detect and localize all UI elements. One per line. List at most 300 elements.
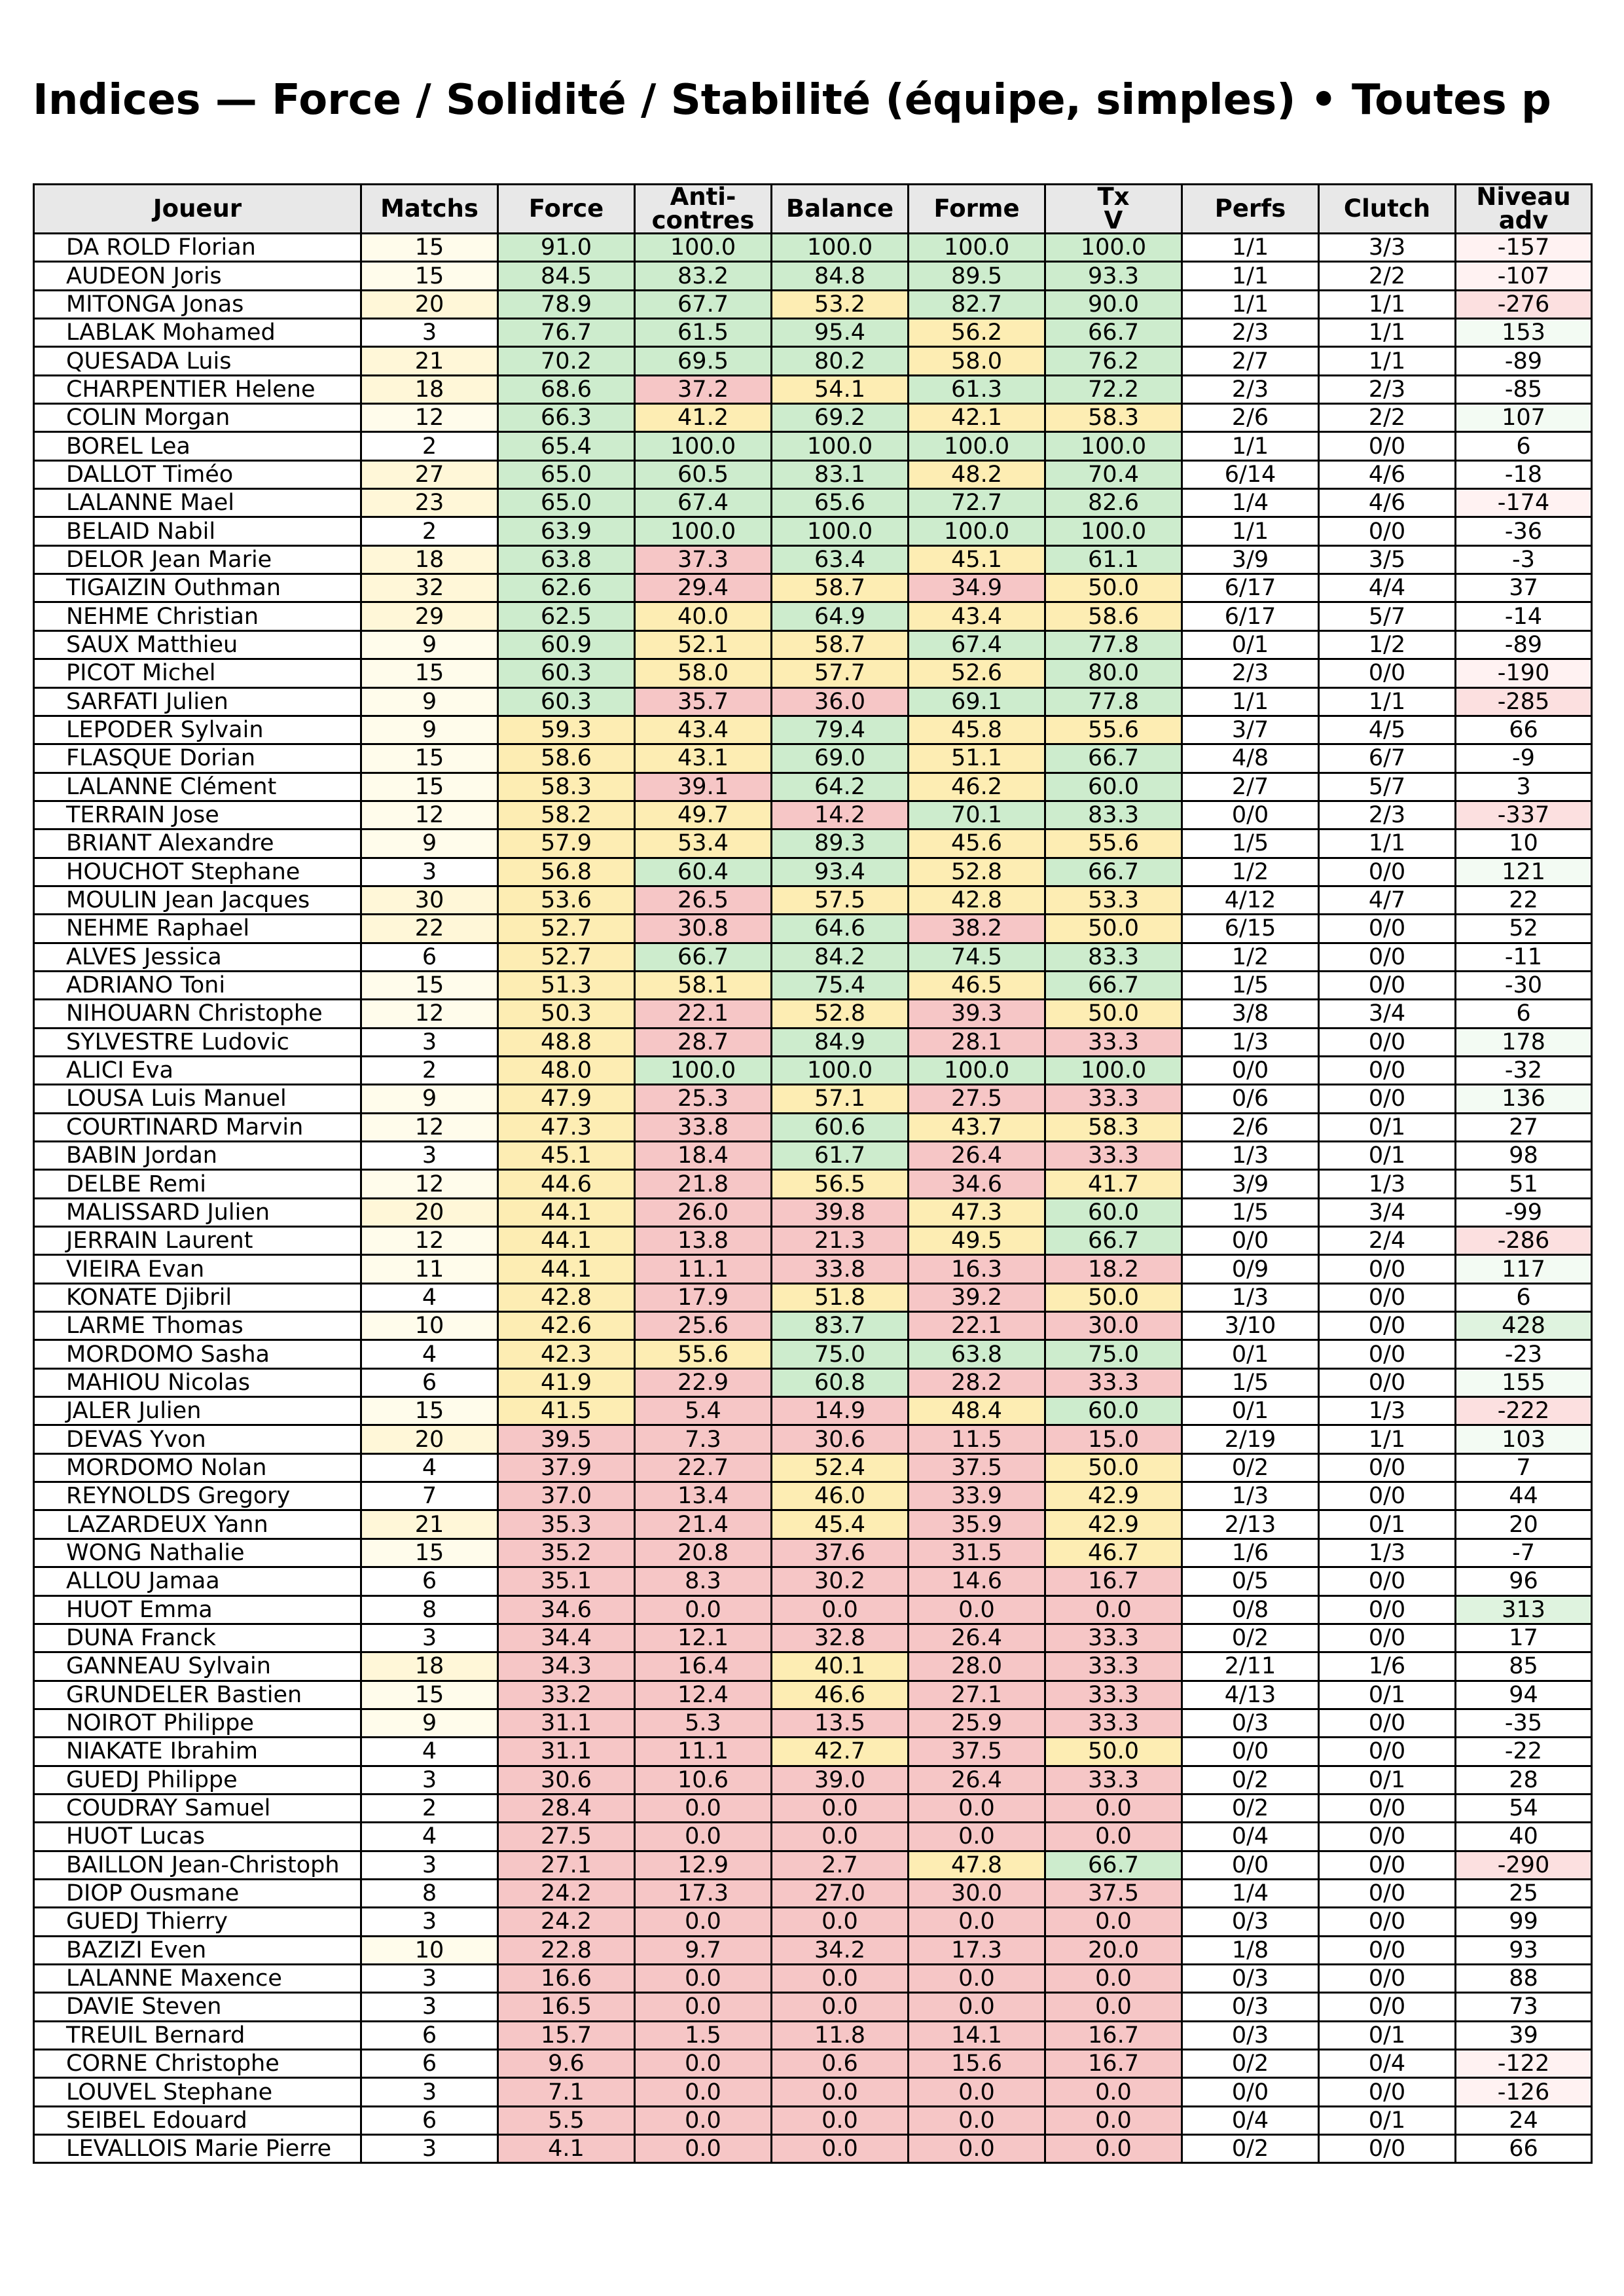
anti-contres-cell: 43.4 [635, 716, 772, 744]
table-row [34, 1709, 1592, 1737]
niveau-adv-cell: 3 [1456, 773, 1592, 801]
perfs-cell: 1/5 [1182, 1198, 1319, 1226]
balance-cell: 57.1 [772, 1085, 909, 1113]
matchs-cell: 15 [361, 773, 498, 801]
perfs-cell: 1/3 [1182, 1482, 1319, 1510]
table-row [34, 2135, 1592, 2163]
clutch-cell: 0/0 [1319, 1936, 1456, 1964]
player-name: SARFATI Julien [34, 687, 361, 716]
balance-cell: 42.7 [772, 1738, 909, 1766]
niveau-adv-cell: -36 [1456, 517, 1592, 545]
clutch-cell: 0/0 [1319, 1482, 1456, 1510]
force-cell: 58.2 [498, 801, 635, 829]
forme-cell: 34.9 [909, 574, 1045, 602]
column-header: Balance [772, 185, 909, 234]
perfs-cell: 1/5 [1182, 829, 1319, 858]
forme-cell: 0.0 [909, 1993, 1045, 2021]
table-row [34, 375, 1592, 403]
perfs-cell: 1/1 [1182, 234, 1319, 262]
perfs-cell: 3/10 [1182, 1312, 1319, 1340]
niveau-adv-cell: 25 [1456, 1879, 1592, 1907]
anti-contres-cell: 13.4 [635, 1482, 772, 1510]
forme-cell: 100.0 [909, 432, 1045, 460]
balance-cell: 52.8 [772, 1000, 909, 1028]
table-row [34, 347, 1592, 375]
balance-cell: 100.0 [772, 1056, 909, 1084]
table-row [34, 1368, 1592, 1396]
tx-v-cell: 33.3 [1045, 1142, 1182, 1170]
balance-cell: 84.9 [772, 1028, 909, 1056]
tx-v-cell: 58.3 [1045, 1113, 1182, 1141]
forme-cell: 89.5 [909, 262, 1045, 290]
anti-contres-cell: 28.7 [635, 1028, 772, 1056]
forme-cell: 35.9 [909, 1510, 1045, 1539]
balance-cell: 33.8 [772, 1255, 909, 1283]
balance-cell: 11.8 [772, 2021, 909, 2049]
column-header: Anti- contres [635, 185, 772, 234]
player-name: SYLVESTRE Ludovic [34, 1028, 361, 1056]
table-row [34, 829, 1592, 858]
anti-contres-cell: 12.9 [635, 1851, 772, 1879]
stats-table [33, 183, 1593, 2164]
niveau-adv-cell: 155 [1456, 1368, 1592, 1396]
table-row [34, 1539, 1592, 1567]
matchs-cell: 12 [361, 1227, 498, 1255]
player-name: FLASQUE Dorian [34, 744, 361, 773]
force-cell: 60.9 [498, 630, 635, 659]
table-row [34, 1624, 1592, 1652]
anti-contres-cell: 39.1 [635, 773, 772, 801]
column-header: Matchs [361, 185, 498, 234]
clutch-cell: 0/0 [1319, 1085, 1456, 1113]
forme-cell: 49.5 [909, 1227, 1045, 1255]
perfs-cell: 1/1 [1182, 262, 1319, 290]
niveau-adv-cell: -276 [1456, 290, 1592, 318]
table-row [34, 1085, 1592, 1113]
perfs-cell: 1/8 [1182, 1936, 1319, 1964]
perfs-cell: 0/1 [1182, 630, 1319, 659]
forme-cell: 0.0 [909, 1595, 1045, 1624]
anti-contres-cell: 61.5 [635, 319, 772, 347]
anti-contres-cell: 33.8 [635, 1113, 772, 1141]
anti-contres-cell: 60.4 [635, 858, 772, 886]
clutch-cell: 4/6 [1319, 489, 1456, 517]
anti-contres-cell: 8.3 [635, 1567, 772, 1595]
anti-contres-cell: 10.6 [635, 1766, 772, 1794]
table-row [34, 716, 1592, 744]
tx-v-cell: 83.3 [1045, 801, 1182, 829]
perfs-cell: 1/3 [1182, 1028, 1319, 1056]
tx-v-cell: 75.0 [1045, 1340, 1182, 1368]
force-cell: 42.3 [498, 1340, 635, 1368]
table-row [34, 1283, 1592, 1311]
force-cell: 58.6 [498, 744, 635, 773]
forme-cell: 51.1 [909, 744, 1045, 773]
matchs-cell: 11 [361, 1255, 498, 1283]
balance-cell: 0.0 [772, 2078, 909, 2106]
forme-cell: 14.1 [909, 2021, 1045, 2049]
anti-contres-cell: 58.0 [635, 659, 772, 687]
anti-contres-cell: 55.6 [635, 1340, 772, 1368]
perfs-cell: 1/1 [1182, 432, 1319, 460]
matchs-cell: 15 [361, 971, 498, 999]
tx-v-cell: 30.0 [1045, 1312, 1182, 1340]
player-name: NOIROT Philippe [34, 1709, 361, 1737]
column-header: Force [498, 185, 635, 234]
force-cell: 42.6 [498, 1312, 635, 1340]
balance-cell: 14.2 [772, 801, 909, 829]
forme-cell: 39.3 [909, 1000, 1045, 1028]
force-cell: 52.7 [498, 943, 635, 971]
tx-v-cell: 15.0 [1045, 1425, 1182, 1453]
tx-v-cell: 0.0 [1045, 2078, 1182, 2106]
clutch-cell: 0/0 [1319, 971, 1456, 999]
clutch-cell: 4/6 [1319, 460, 1456, 488]
forme-cell: 69.1 [909, 687, 1045, 716]
force-cell: 27.1 [498, 1851, 635, 1879]
balance-cell: 27.0 [772, 1879, 909, 1907]
anti-contres-cell: 100.0 [635, 234, 772, 262]
table-row [34, 1397, 1592, 1425]
forme-cell: 25.9 [909, 1709, 1045, 1737]
clutch-cell: 0/0 [1319, 1595, 1456, 1624]
matchs-cell: 2 [361, 1056, 498, 1084]
tx-v-cell: 50.0 [1045, 1738, 1182, 1766]
forme-cell: 26.4 [909, 1142, 1045, 1170]
force-cell: 33.2 [498, 1681, 635, 1709]
anti-contres-cell: 29.4 [635, 574, 772, 602]
player-name: COLIN Morgan [34, 404, 361, 432]
niveau-adv-cell: 10 [1456, 829, 1592, 858]
niveau-adv-cell: -14 [1456, 602, 1592, 630]
clutch-cell: 2/3 [1319, 801, 1456, 829]
anti-contres-cell: 0.0 [635, 2135, 772, 2163]
table-row [34, 1028, 1592, 1056]
forme-cell: 27.1 [909, 1681, 1045, 1709]
perfs-cell: 6/15 [1182, 915, 1319, 943]
force-cell: 24.2 [498, 1879, 635, 1907]
table-row [34, 1964, 1592, 1992]
anti-contres-cell: 67.4 [635, 489, 772, 517]
forme-cell: 26.4 [909, 1766, 1045, 1794]
player-name: HOUCHOT Stephane [34, 858, 361, 886]
player-name: ADRIANO Toni [34, 971, 361, 999]
forme-cell: 0.0 [909, 1908, 1045, 1936]
balance-cell: 58.7 [772, 630, 909, 659]
matchs-cell: 12 [361, 1113, 498, 1141]
perfs-cell: 2/7 [1182, 347, 1319, 375]
table-row [34, 1908, 1592, 1936]
niveau-adv-cell: -222 [1456, 1397, 1592, 1425]
perfs-cell: 0/9 [1182, 1255, 1319, 1283]
table-row [34, 1510, 1592, 1539]
matchs-cell: 15 [361, 659, 498, 687]
table-row [34, 1851, 1592, 1879]
niveau-adv-cell: 52 [1456, 915, 1592, 943]
player-name: DIOP Ousmane [34, 1879, 361, 1907]
clutch-cell: 0/0 [1319, 432, 1456, 460]
tx-v-cell: 60.0 [1045, 1397, 1182, 1425]
tx-v-cell: 58.6 [1045, 602, 1182, 630]
player-name: WONG Nathalie [34, 1539, 361, 1567]
anti-contres-cell: 30.8 [635, 915, 772, 943]
table-row [34, 773, 1592, 801]
force-cell: 39.5 [498, 1425, 635, 1453]
forme-cell: 0.0 [909, 1964, 1045, 1992]
niveau-adv-cell: -89 [1456, 347, 1592, 375]
table-row [34, 630, 1592, 659]
player-name: SEIBEL Edouard [34, 2106, 361, 2134]
player-name: ALVES Jessica [34, 943, 361, 971]
balance-cell: 54.1 [772, 375, 909, 403]
matchs-cell: 6 [361, 1567, 498, 1595]
perfs-cell: 1/1 [1182, 687, 1319, 716]
matchs-cell: 3 [361, 2078, 498, 2106]
anti-contres-cell: 12.1 [635, 1624, 772, 1652]
clutch-cell: 0/1 [1319, 1510, 1456, 1539]
matchs-cell: 12 [361, 801, 498, 829]
perfs-cell: 1/5 [1182, 1368, 1319, 1396]
tx-v-cell: 42.9 [1045, 1510, 1182, 1539]
balance-cell: 37.6 [772, 1539, 909, 1567]
tx-v-cell: 20.0 [1045, 1936, 1182, 1964]
perfs-cell: 2/6 [1182, 404, 1319, 432]
anti-contres-cell: 11.1 [635, 1255, 772, 1283]
anti-contres-cell: 0.0 [635, 1964, 772, 1992]
tx-v-cell: 50.0 [1045, 1000, 1182, 1028]
player-name: GUEDJ Philippe [34, 1766, 361, 1794]
forme-cell: 33.9 [909, 1482, 1045, 1510]
tx-v-cell: 42.9 [1045, 1482, 1182, 1510]
anti-contres-cell: 69.5 [635, 347, 772, 375]
matchs-cell: 21 [361, 347, 498, 375]
matchs-cell: 6 [361, 1368, 498, 1396]
tx-v-cell: 33.3 [1045, 1709, 1182, 1737]
anti-contres-cell: 5.3 [635, 1709, 772, 1737]
force-cell: 56.8 [498, 858, 635, 886]
tx-v-cell: 16.7 [1045, 1567, 1182, 1595]
matchs-cell: 12 [361, 404, 498, 432]
force-cell: 31.1 [498, 1738, 635, 1766]
perfs-cell: 0/2 [1182, 2050, 1319, 2078]
balance-cell: 93.4 [772, 858, 909, 886]
niveau-adv-cell: -32 [1456, 1056, 1592, 1084]
tx-v-cell: 33.3 [1045, 1085, 1182, 1113]
clutch-cell: 0/0 [1319, 943, 1456, 971]
forme-cell: 67.4 [909, 630, 1045, 659]
niveau-adv-cell: -7 [1456, 1539, 1592, 1567]
player-name: MAHIOU Nicolas [34, 1368, 361, 1396]
matchs-cell: 12 [361, 1000, 498, 1028]
forme-cell: 28.1 [909, 1028, 1045, 1056]
tx-v-cell: 100.0 [1045, 432, 1182, 460]
tx-v-cell: 50.0 [1045, 574, 1182, 602]
forme-cell: 100.0 [909, 1056, 1045, 1084]
table-row [34, 1595, 1592, 1624]
force-cell: 35.1 [498, 1567, 635, 1595]
table-row [34, 915, 1592, 943]
balance-cell: 40.1 [772, 1652, 909, 1681]
balance-cell: 69.2 [772, 404, 909, 432]
player-name: COUDRAY Samuel [34, 1794, 361, 1822]
balance-cell: 0.0 [772, 1964, 909, 1992]
balance-cell: 0.0 [772, 1794, 909, 1822]
player-name: LEPODER Sylvain [34, 716, 361, 744]
force-cell: 27.5 [498, 1823, 635, 1851]
tx-v-cell: 0.0 [1045, 1595, 1182, 1624]
matchs-cell: 9 [361, 630, 498, 659]
player-name: MORDOMO Nolan [34, 1453, 361, 1482]
table-row [34, 1056, 1592, 1084]
clutch-cell: 0/0 [1319, 1964, 1456, 1992]
forme-cell: 26.4 [909, 1624, 1045, 1652]
perfs-cell: 3/9 [1182, 1170, 1319, 1198]
table-row [34, 1652, 1592, 1681]
forme-cell: 63.8 [909, 1340, 1045, 1368]
clutch-cell: 2/2 [1319, 262, 1456, 290]
forme-cell: 61.3 [909, 375, 1045, 403]
forme-cell: 0.0 [909, 2078, 1045, 2106]
niveau-adv-cell: -22 [1456, 1738, 1592, 1766]
column-header: Joueur [34, 185, 361, 234]
perfs-cell: 4/12 [1182, 886, 1319, 914]
table-row [34, 1000, 1592, 1028]
balance-cell: 14.9 [772, 1397, 909, 1425]
force-cell: 34.6 [498, 1595, 635, 1624]
niveau-adv-cell: 313 [1456, 1595, 1592, 1624]
matchs-cell: 3 [361, 319, 498, 347]
anti-contres-cell: 60.5 [635, 460, 772, 488]
force-cell: 62.6 [498, 574, 635, 602]
force-cell: 24.2 [498, 1908, 635, 1936]
table-row [34, 1823, 1592, 1851]
table-row [34, 744, 1592, 773]
niveau-adv-cell: 85 [1456, 1652, 1592, 1681]
anti-contres-cell: 100.0 [635, 517, 772, 545]
player-name: TERRAIN Jose [34, 801, 361, 829]
anti-contres-cell: 22.1 [635, 1000, 772, 1028]
tx-v-cell: 61.1 [1045, 545, 1182, 574]
tx-v-cell: 53.3 [1045, 886, 1182, 914]
matchs-cell: 3 [361, 1964, 498, 1992]
clutch-cell: 0/0 [1319, 1567, 1456, 1595]
matchs-cell: 8 [361, 1879, 498, 1907]
perfs-cell: 0/0 [1182, 1851, 1319, 1879]
perfs-cell: 2/3 [1182, 659, 1319, 687]
player-name: PICOT Michel [34, 659, 361, 687]
force-cell: 68.6 [498, 375, 635, 403]
clutch-cell: 0/0 [1319, 2078, 1456, 2106]
perfs-cell: 0/2 [1182, 1453, 1319, 1482]
anti-contres-cell: 11.1 [635, 1738, 772, 1766]
player-name: GANNEAU Sylvain [34, 1652, 361, 1681]
table-row [34, 574, 1592, 602]
player-name: DUNA Franck [34, 1624, 361, 1652]
force-cell: 37.0 [498, 1482, 635, 1510]
header-row [34, 185, 1592, 234]
balance-cell: 46.6 [772, 1681, 909, 1709]
balance-cell: 36.0 [772, 687, 909, 716]
table-row [34, 404, 1592, 432]
anti-contres-cell: 0.0 [635, 2050, 772, 2078]
balance-cell: 63.4 [772, 545, 909, 574]
perfs-cell: 0/1 [1182, 1340, 1319, 1368]
player-name: MITONGA Jonas [34, 290, 361, 318]
force-cell: 60.3 [498, 659, 635, 687]
anti-contres-cell: 100.0 [635, 1056, 772, 1084]
player-name: ALICI Eva [34, 1056, 361, 1084]
tx-v-cell: 77.8 [1045, 630, 1182, 659]
force-cell: 66.3 [498, 404, 635, 432]
anti-contres-cell: 0.0 [635, 1794, 772, 1822]
niveau-adv-cell: -285 [1456, 687, 1592, 716]
tx-v-cell: 41.7 [1045, 1170, 1182, 1198]
niveau-adv-cell: 6 [1456, 1000, 1592, 1028]
clutch-cell: 3/3 [1319, 234, 1456, 262]
clutch-cell: 0/0 [1319, 915, 1456, 943]
anti-contres-cell: 40.0 [635, 602, 772, 630]
balance-cell: 21.3 [772, 1227, 909, 1255]
anti-contres-cell: 7.3 [635, 1425, 772, 1453]
table-row [34, 687, 1592, 716]
player-name: NEHME Raphael [34, 915, 361, 943]
player-name: MORDOMO Sasha [34, 1340, 361, 1368]
niveau-adv-cell: 98 [1456, 1142, 1592, 1170]
force-cell: 76.7 [498, 319, 635, 347]
niveau-adv-cell: 51 [1456, 1170, 1592, 1198]
balance-cell: 32.8 [772, 1624, 909, 1652]
matchs-cell: 15 [361, 1539, 498, 1567]
clutch-cell: 0/0 [1319, 1453, 1456, 1482]
table-row [34, 1142, 1592, 1170]
matchs-cell: 7 [361, 1482, 498, 1510]
clutch-cell: 0/1 [1319, 1142, 1456, 1170]
matchs-cell: 3 [361, 1028, 498, 1056]
player-name: DAVIE Steven [34, 1993, 361, 2021]
force-cell: 31.1 [498, 1709, 635, 1737]
table-row [34, 943, 1592, 971]
perfs-cell: 3/7 [1182, 716, 1319, 744]
anti-contres-cell: 41.2 [635, 404, 772, 432]
clutch-cell: 0/0 [1319, 1255, 1456, 1283]
balance-cell: 75.4 [772, 971, 909, 999]
table-row [34, 1113, 1592, 1141]
clutch-cell: 1/2 [1319, 630, 1456, 659]
niveau-adv-cell: 66 [1456, 2135, 1592, 2163]
table-row [34, 858, 1592, 886]
table-row [34, 1766, 1592, 1794]
forme-cell: 11.5 [909, 1425, 1045, 1453]
force-cell: 47.3 [498, 1113, 635, 1141]
column-header: Tx V [1045, 185, 1182, 234]
clutch-cell: 0/1 [1319, 2106, 1456, 2134]
forme-cell: 42.1 [909, 404, 1045, 432]
perfs-cell: 0/2 [1182, 1794, 1319, 1822]
anti-contres-cell: 18.4 [635, 1142, 772, 1170]
balance-cell: 95.4 [772, 319, 909, 347]
forme-cell: 0.0 [909, 2135, 1045, 2163]
force-cell: 41.5 [498, 1397, 635, 1425]
anti-contres-cell: 0.0 [635, 1823, 772, 1851]
niveau-adv-cell: -190 [1456, 659, 1592, 687]
table-row [34, 1425, 1592, 1453]
niveau-adv-cell: 17 [1456, 1624, 1592, 1652]
force-cell: 45.1 [498, 1142, 635, 1170]
clutch-cell: 0/0 [1319, 1028, 1456, 1056]
balance-cell: 53.2 [772, 290, 909, 318]
forme-cell: 39.2 [909, 1283, 1045, 1311]
balance-cell: 39.0 [772, 1766, 909, 1794]
